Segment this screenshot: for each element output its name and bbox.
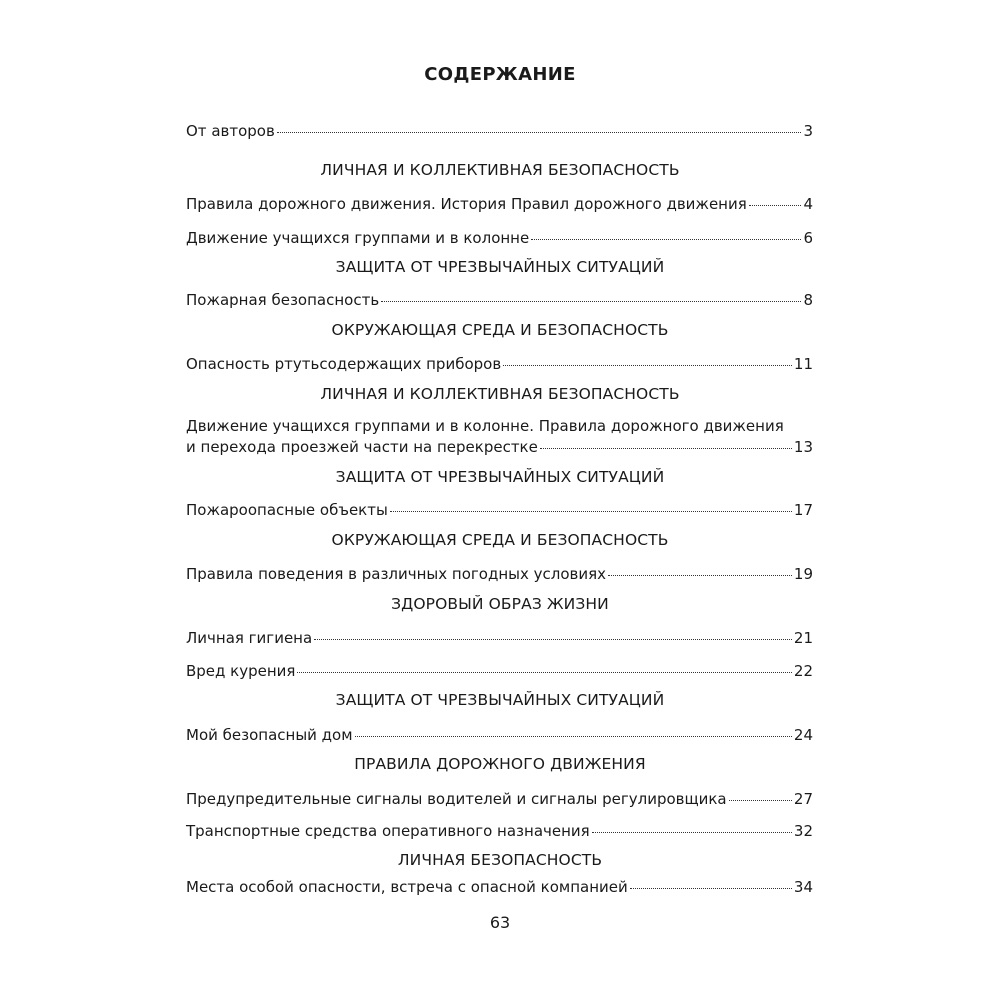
entry-label: Движение учащихся группами и в колонне	[186, 229, 530, 247]
leader-dots	[608, 560, 792, 576]
leader-dots	[531, 224, 801, 240]
toc-entry	[186, 193, 813, 214]
toc-entry	[186, 820, 813, 841]
entry-label-line1: Движение учащихся группами и в колонне. Правила дорожного движения	[186, 417, 784, 435]
leader-dots	[503, 350, 792, 366]
toc-entry	[186, 660, 813, 681]
section-heading: ЗДОРОВЫЙ ОБРАЗ ЖИЗНИ	[391, 595, 609, 613]
toc-entry	[186, 417, 813, 457]
entry-page: 34	[793, 878, 813, 896]
entry-label: Правила поведения в различных погодных условиях	[186, 565, 607, 583]
toc-entry	[186, 227, 813, 248]
leader-dots	[355, 721, 792, 737]
entry-label: Транспортные средства оперативного назначения	[186, 822, 590, 840]
section-heading: ЗАЩИТА ОТ ЧРЕЗВЫЧАЙНЫХ СИТУАЦИЙ	[335, 468, 665, 486]
leader-dots	[297, 657, 791, 673]
leader-dots	[390, 496, 792, 512]
toc-entry	[186, 289, 813, 310]
entry-page: 6	[803, 229, 813, 247]
entry-page: 22	[793, 662, 813, 680]
entry-label: Пожароопасные объекты	[186, 501, 388, 519]
toc-entry	[186, 876, 813, 897]
entry-page: 17	[793, 501, 813, 519]
toc-entry	[186, 724, 813, 745]
leader-dots	[729, 785, 792, 801]
entry-page: 32	[793, 822, 813, 840]
entry-label: Опасность ртутьсодержащих приборов	[186, 355, 502, 373]
entry-page: 27	[793, 790, 813, 808]
section-heading: ЗАЩИТА ОТ ЧРЕЗВЫЧАЙНЫХ СИТУАЦИЙ	[335, 258, 665, 276]
section-heading: ОКРУЖАЮЩАЯ СРЕДА И БЕЗОПАСНОСТЬ	[331, 321, 669, 339]
toc-entry	[186, 353, 813, 374]
toc-entry	[186, 627, 813, 648]
section-heading: ПРАВИЛА ДОРОЖНОГО ДВИЖЕНИЯ	[354, 755, 646, 773]
entry-page: 4	[803, 195, 813, 213]
entry-label: Личная гигиена	[186, 629, 313, 647]
page-number: 63	[489, 913, 511, 932]
section-heading: ЛИЧНАЯ И КОЛЛЕКТИВНАЯ БЕЗОПАСНОСТЬ	[320, 385, 680, 403]
toc-entry	[186, 120, 813, 141]
leader-dots	[749, 190, 802, 206]
leader-dots	[630, 873, 792, 889]
entry-label: Вред курения	[186, 662, 296, 680]
entry-page: 3	[803, 122, 813, 140]
entry-label: Пожарная безопасность	[186, 291, 380, 309]
leader-dots	[592, 817, 792, 833]
toc-entry	[186, 563, 813, 584]
section-heading: ЛИЧНАЯ БЕЗОПАСНОСТЬ	[397, 851, 603, 869]
leader-dots	[314, 624, 792, 640]
section-heading: ОКРУЖАЮЩАЯ СРЕДА И БЕЗОПАСНОСТЬ	[331, 531, 669, 549]
entry-label: От авторов	[186, 122, 275, 140]
leader-dots	[540, 433, 792, 449]
toc-entry	[186, 788, 813, 809]
page-title: СОДЕРЖАНИЕ	[424, 64, 576, 85]
toc-entry	[186, 499, 813, 520]
entry-label: и перехода проезжей части на перекрестке	[186, 438, 538, 456]
entry-page: 24	[793, 726, 813, 744]
entry-page: 19	[793, 565, 813, 583]
entry-page: 13	[793, 438, 813, 456]
section-heading: ЛИЧНАЯ И КОЛЛЕКТИВНАЯ БЕЗОПАСНОСТЬ	[320, 161, 680, 179]
leader-dots	[381, 286, 801, 302]
entry-page: 11	[793, 355, 813, 373]
leader-dots	[277, 117, 802, 133]
entry-page: 21	[793, 629, 813, 647]
entry-label: Предупредительные сигналы водителей и сигналы регулировщика	[186, 790, 727, 808]
entry-label: Правила дорожного движения. История Правил дорожного движения	[186, 195, 747, 213]
entry-page: 8	[803, 291, 813, 309]
entry-label: Мой безопасный дом	[186, 726, 353, 744]
entry-label: Места особой опасности, встреча с опасной компанией	[186, 878, 628, 896]
section-heading: ЗАЩИТА ОТ ЧРЕЗВЫЧАЙНЫХ СИТУАЦИЙ	[335, 691, 665, 709]
